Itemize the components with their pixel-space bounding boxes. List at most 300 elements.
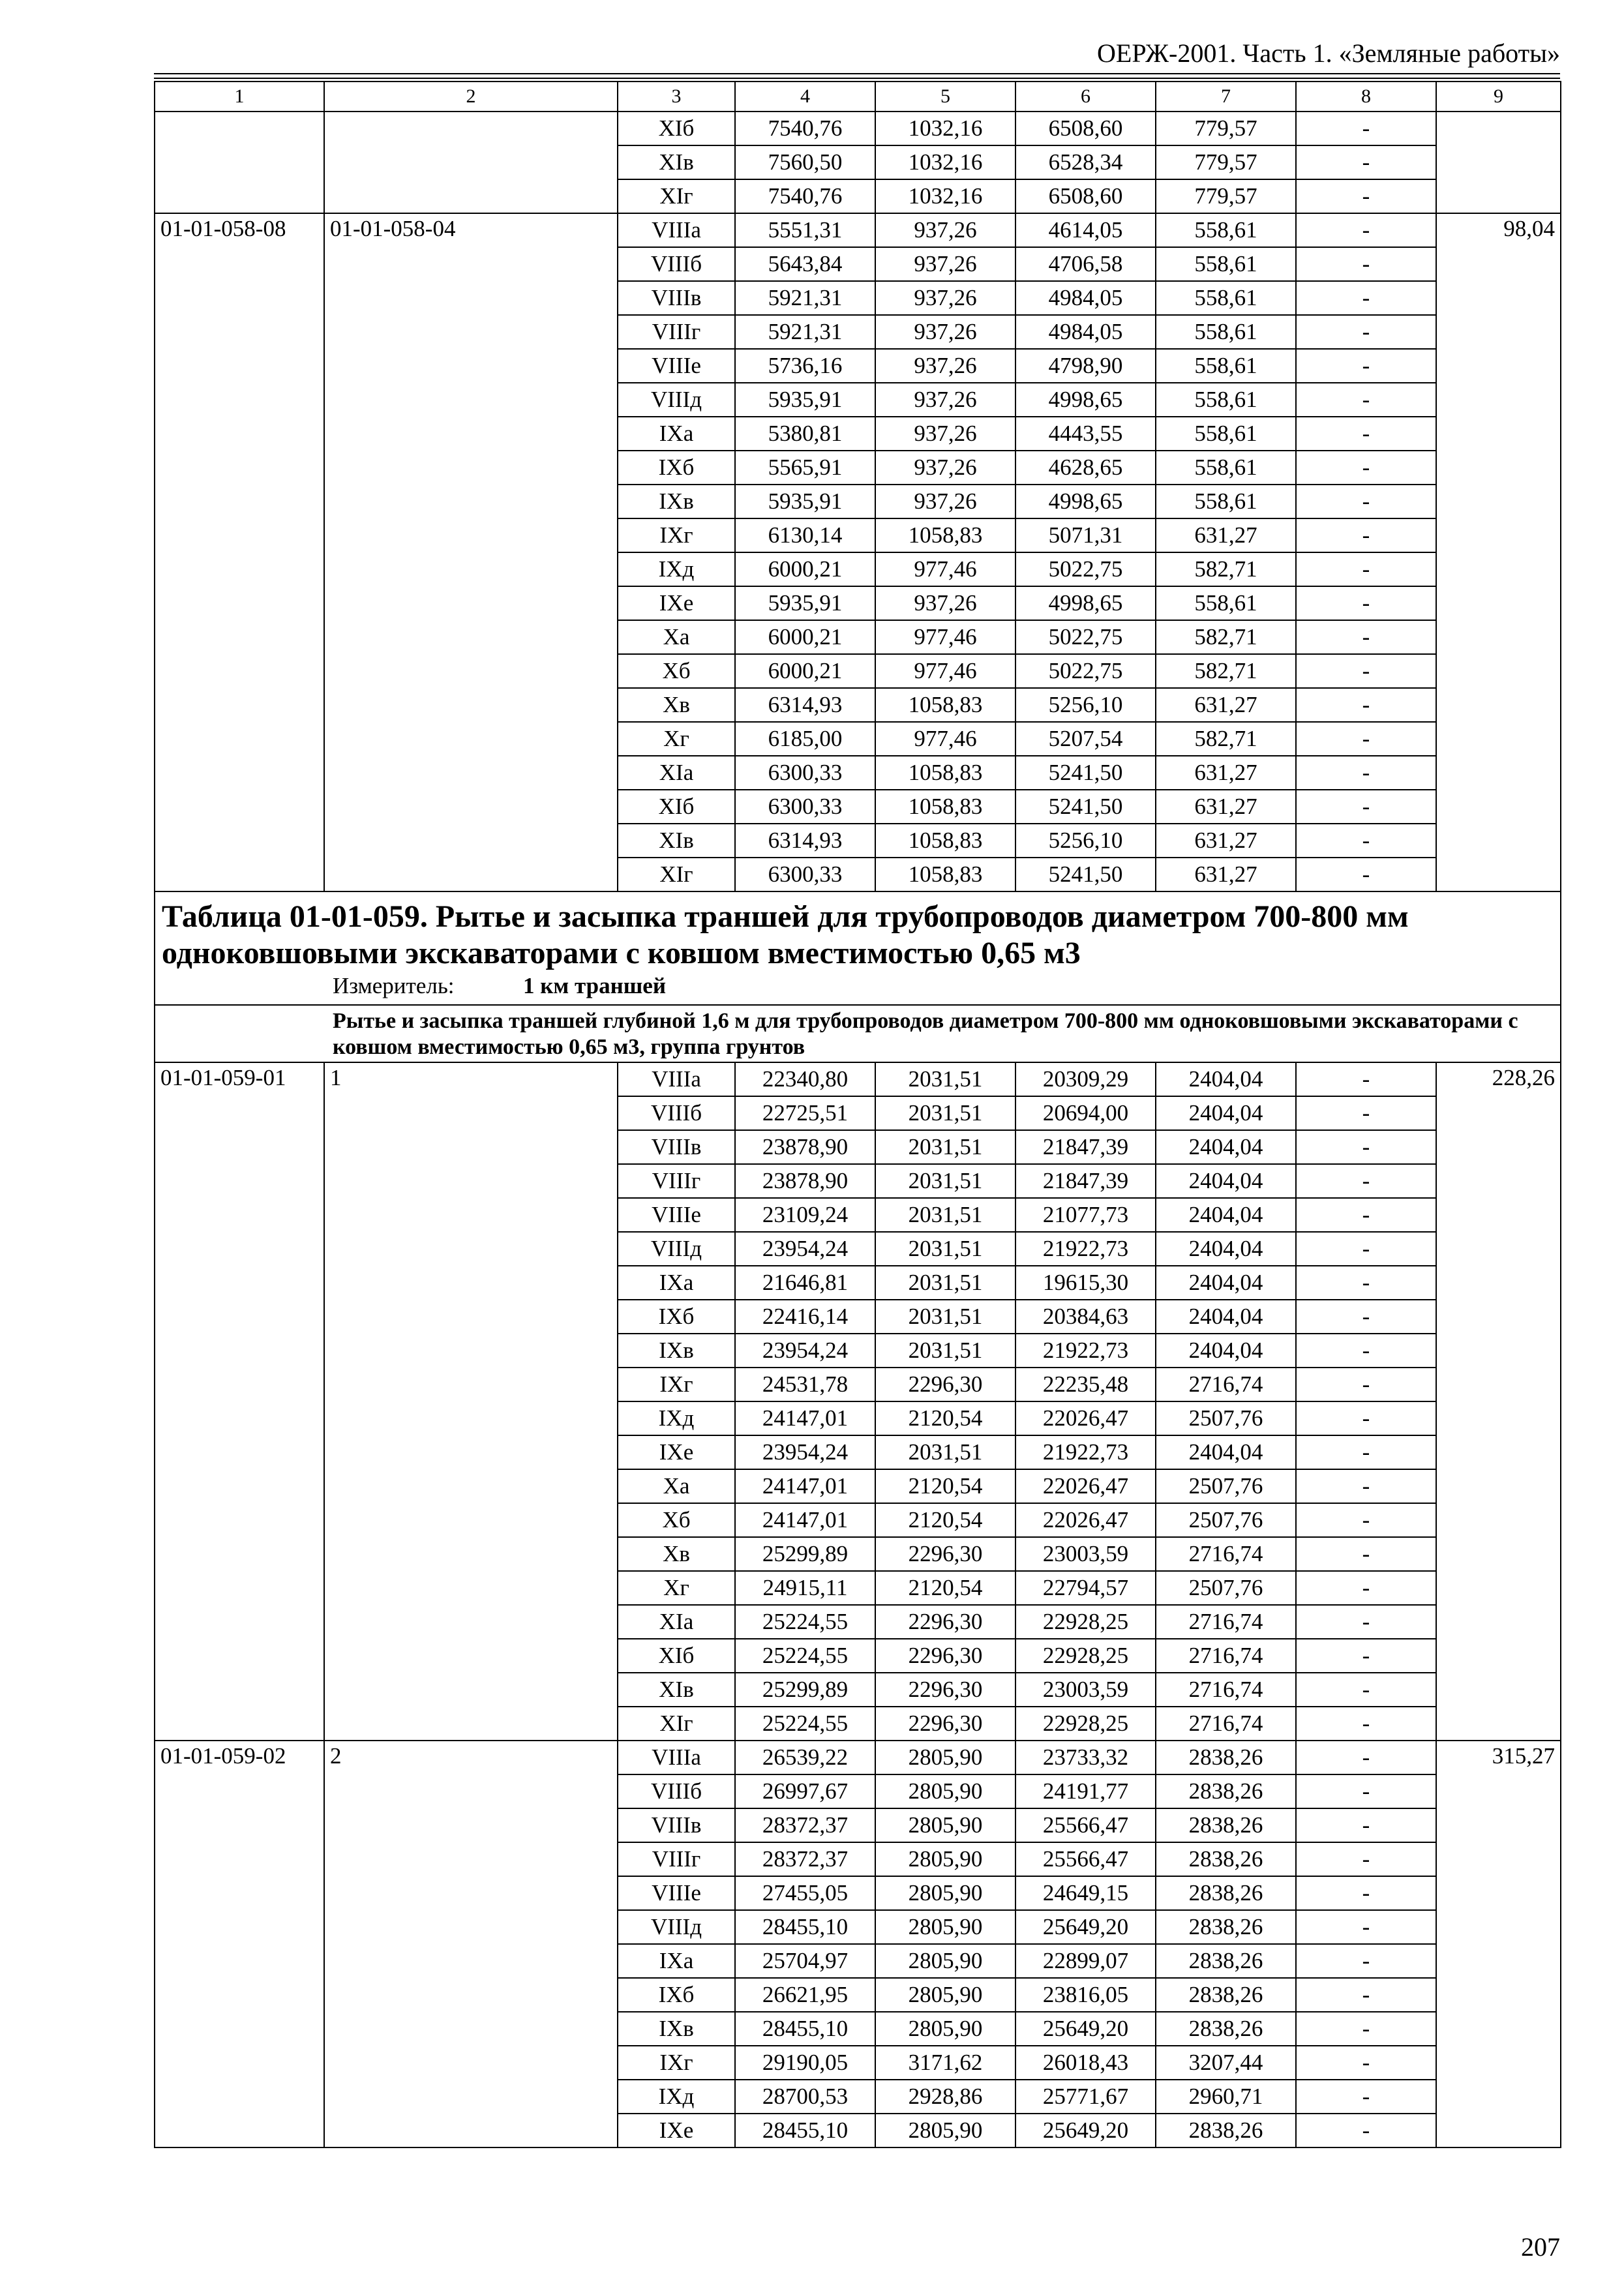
materials-cost: - (1296, 213, 1436, 247)
labor-cost: 1058,83 (875, 790, 1015, 824)
direct-cost: 23954,24 (735, 1232, 875, 1266)
machine-cost: 21922,73 (1015, 1334, 1156, 1368)
direct-cost: 7540,76 (735, 179, 875, 213)
materials-cost: - (1296, 790, 1436, 824)
soil-group: IXа (618, 417, 735, 451)
machine-cost: 25566,47 (1015, 1842, 1156, 1876)
machine-cost: 6528,34 (1015, 145, 1156, 179)
soil-group: XIб (618, 1639, 735, 1673)
direct-cost: 21646,81 (735, 1266, 875, 1300)
materials-cost: - (1296, 1571, 1436, 1605)
unit-value: 1 км траншей (523, 973, 667, 998)
materials-cost: - (1296, 1164, 1436, 1198)
machine-cost: 23003,59 (1015, 1537, 1156, 1571)
soil-group: VIIIа (618, 213, 735, 247)
driver-wages: 2838,26 (1156, 1842, 1296, 1876)
soil-group: IXб (618, 451, 735, 485)
soil-group: IXе (618, 1435, 735, 1469)
materials-cost: - (1296, 1774, 1436, 1808)
table-subtitle-row (155, 1005, 1561, 1062)
driver-wages: 558,61 (1156, 417, 1296, 451)
driver-wages: 582,71 (1156, 620, 1296, 654)
machine-cost: 22026,47 (1015, 1503, 1156, 1537)
materials-cost: - (1296, 1435, 1436, 1469)
materials-cost: - (1296, 1503, 1436, 1537)
direct-cost: 27455,05 (735, 1876, 875, 1910)
machine-cost: 25649,20 (1015, 1910, 1156, 1944)
driver-wages: 2507,76 (1156, 1503, 1296, 1537)
labor-cost: 2805,90 (875, 1808, 1015, 1842)
driver-wages: 558,61 (1156, 247, 1296, 281)
labor-cost: 2031,51 (875, 1435, 1015, 1469)
driver-wages: 2507,76 (1156, 1469, 1296, 1503)
direct-cost: 23878,90 (735, 1130, 875, 1164)
materials-cost: - (1296, 620, 1436, 654)
running-header: ОЕРЖ-2001. Часть 1. «Земляные работы» (1097, 38, 1560, 68)
materials-cost: - (1296, 1300, 1436, 1334)
column-number: 1 (155, 82, 324, 112)
soil-group: IXг (618, 1368, 735, 1401)
direct-cost: 6000,21 (735, 552, 875, 586)
machine-cost: 20309,29 (1015, 1062, 1156, 1096)
rate-code: 01-01-058-08 (155, 213, 324, 891)
direct-cost: 26621,95 (735, 1978, 875, 2012)
labor-cost: 1058,83 (875, 518, 1015, 552)
machine-cost: 26018,43 (1015, 2046, 1156, 2080)
machine-cost: 22026,47 (1015, 1401, 1156, 1435)
driver-wages: 2404,04 (1156, 1300, 1296, 1334)
materials-cost: - (1296, 451, 1436, 485)
direct-cost: 24147,01 (735, 1503, 875, 1537)
materials-cost: - (1296, 1707, 1436, 1741)
materials-cost: - (1296, 2114, 1436, 2147)
soil-group: Xг (618, 722, 735, 756)
driver-wages: 631,27 (1156, 756, 1296, 790)
machine-cost: 21922,73 (1015, 1435, 1156, 1469)
table-row (155, 1062, 1561, 1096)
direct-cost: 26539,22 (735, 1741, 875, 1774)
driver-wages: 2507,76 (1156, 1401, 1296, 1435)
driver-wages: 2838,26 (1156, 1876, 1296, 1910)
machine-cost: 6508,60 (1015, 112, 1156, 145)
materials-cost: - (1296, 315, 1436, 349)
direct-cost: 5736,16 (735, 349, 875, 383)
machine-cost: 4706,58 (1015, 247, 1156, 281)
driver-wages: 2404,04 (1156, 1164, 1296, 1198)
driver-wages: 558,61 (1156, 586, 1296, 620)
driver-wages: 2716,74 (1156, 1605, 1296, 1639)
labor-cost: 977,46 (875, 620, 1015, 654)
direct-cost: 6185,00 (735, 722, 875, 756)
soil-group: IXе (618, 586, 735, 620)
machine-cost: 4614,05 (1015, 213, 1156, 247)
materials-cost: - (1296, 1944, 1436, 1978)
machine-cost: 21847,39 (1015, 1130, 1156, 1164)
labor-cost: 2805,90 (875, 1978, 1015, 2012)
direct-cost: 6000,21 (735, 620, 875, 654)
soil-group: Xб (618, 1503, 735, 1537)
machine-cost: 4998,65 (1015, 383, 1156, 417)
machine-cost: 21847,39 (1015, 1164, 1156, 1198)
soil-group: XIв (618, 1673, 735, 1707)
direct-cost: 23954,24 (735, 1334, 875, 1368)
labor-cost: 2805,90 (875, 2114, 1015, 2147)
direct-cost: 25224,55 (735, 1605, 875, 1639)
soil-group: Xв (618, 1537, 735, 1571)
labor-cost: 937,26 (875, 281, 1015, 315)
column-number: 2 (324, 82, 618, 112)
labor-cost: 2805,90 (875, 2012, 1015, 2046)
materials-cost: - (1296, 1537, 1436, 1571)
labor-cost: 2120,54 (875, 1469, 1015, 1503)
materials-cost: - (1296, 383, 1436, 417)
soil-group: IXв (618, 1334, 735, 1368)
driver-wages: 2404,04 (1156, 1266, 1296, 1300)
direct-cost: 24147,01 (735, 1401, 875, 1435)
driver-wages: 558,61 (1156, 349, 1296, 383)
labor-cost: 937,26 (875, 485, 1015, 518)
labor-cost: 2031,51 (875, 1062, 1015, 1096)
labor-cost: 2296,30 (875, 1605, 1015, 1639)
labor-cost: 1032,16 (875, 145, 1015, 179)
driver-wages: 582,71 (1156, 654, 1296, 688)
driver-wages: 2838,26 (1156, 2012, 1296, 2046)
header-rule-secondary (154, 78, 1560, 79)
soil-group: VIIIб (618, 1774, 735, 1808)
direct-cost: 25224,55 (735, 1639, 875, 1673)
soil-group: IXе (618, 2114, 735, 2147)
driver-wages: 631,27 (1156, 518, 1296, 552)
labor-cost: 2805,90 (875, 1876, 1015, 1910)
materials-cost: - (1296, 1198, 1436, 1232)
materials-cost: - (1296, 1978, 1436, 2012)
column-number: 5 (875, 82, 1015, 112)
labor-cost: 2805,90 (875, 1842, 1015, 1876)
soil-group: IXд (618, 2080, 735, 2114)
materials-cost: - (1296, 586, 1436, 620)
soil-group: Xв (618, 688, 735, 722)
labor-cost: 2805,90 (875, 1944, 1015, 1978)
machine-cost: 20384,63 (1015, 1300, 1156, 1334)
direct-cost: 5565,91 (735, 451, 875, 485)
column-number: 6 (1015, 82, 1156, 112)
machine-cost: 22928,25 (1015, 1605, 1156, 1639)
materials-cost: - (1296, 349, 1436, 383)
labor-cost: 2296,30 (875, 1673, 1015, 1707)
soil-group: Xг (618, 1571, 735, 1605)
direct-cost: 25299,89 (735, 1537, 875, 1571)
driver-wages: 2838,26 (1156, 1808, 1296, 1842)
labor-cost: 937,26 (875, 451, 1015, 485)
materials-cost: - (1296, 688, 1436, 722)
soil-group: Xа (618, 620, 735, 654)
soil-group: IXв (618, 2012, 735, 2046)
materials-cost: - (1296, 112, 1436, 145)
driver-wages: 582,71 (1156, 552, 1296, 586)
soil-group: IXб (618, 1300, 735, 1334)
driver-wages: 2507,76 (1156, 1571, 1296, 1605)
driver-wages: 2404,04 (1156, 1062, 1296, 1096)
machine-cost: 5241,50 (1015, 790, 1156, 824)
soil-group: IXа (618, 1266, 735, 1300)
soil-group: Xб (618, 654, 735, 688)
soil-group: VIIIа (618, 1062, 735, 1096)
table-row (155, 213, 1561, 247)
direct-cost: 23109,24 (735, 1198, 875, 1232)
driver-wages: 558,61 (1156, 213, 1296, 247)
driver-wages: 558,61 (1156, 451, 1296, 485)
driver-wages: 2960,71 (1156, 2080, 1296, 2114)
soil-group: VIIIа (618, 1741, 735, 1774)
labor-hours: 98,04 (1436, 213, 1561, 891)
labor-hours: 228,26 (1436, 1062, 1561, 1741)
labor-cost: 2120,54 (875, 1503, 1015, 1537)
materials-cost: - (1296, 247, 1436, 281)
soil-group: VIIIд (618, 1910, 735, 1944)
labor-cost: 2120,54 (875, 1571, 1015, 1605)
labor-cost: 2805,90 (875, 1741, 1015, 1774)
materials-cost: - (1296, 1639, 1436, 1673)
direct-cost: 28372,37 (735, 1842, 875, 1876)
table-subtitle-cell (155, 1005, 1561, 1062)
direct-cost: 23878,90 (735, 1164, 875, 1198)
driver-wages: 779,57 (1156, 179, 1296, 213)
driver-wages: 2716,74 (1156, 1368, 1296, 1401)
materials-cost: - (1296, 654, 1436, 688)
machine-cost: 25649,20 (1015, 2012, 1156, 2046)
soil-group: IXв (618, 485, 735, 518)
direct-cost: 5551,31 (735, 213, 875, 247)
driver-wages: 2404,04 (1156, 1130, 1296, 1164)
soil-group: XIб (618, 112, 735, 145)
table-row (155, 1741, 1561, 1774)
direct-cost: 5643,84 (735, 247, 875, 281)
machine-cost: 5241,50 (1015, 756, 1156, 790)
labor-cost: 2805,90 (875, 1910, 1015, 1944)
machine-cost: 25771,67 (1015, 2080, 1156, 2114)
soil-group: IXд (618, 552, 735, 586)
materials-cost: - (1296, 1605, 1436, 1639)
soil-group: VIIIе (618, 349, 735, 383)
machine-cost: 4998,65 (1015, 586, 1156, 620)
driver-wages: 2838,26 (1156, 1944, 1296, 1978)
direct-cost: 25704,97 (735, 1944, 875, 1978)
direct-cost: 22340,80 (735, 1062, 875, 1096)
direct-cost: 6300,33 (735, 756, 875, 790)
column-number: 8 (1296, 82, 1436, 112)
materials-cost: - (1296, 2012, 1436, 2046)
materials-cost: - (1296, 1876, 1436, 1910)
machine-cost: 4998,65 (1015, 485, 1156, 518)
soil-group: IXа (618, 1944, 735, 1978)
rate-reference (324, 112, 618, 213)
driver-wages: 2838,26 (1156, 2114, 1296, 2147)
materials-cost: - (1296, 145, 1436, 179)
labor-cost: 937,26 (875, 247, 1015, 281)
machine-cost: 4984,05 (1015, 315, 1156, 349)
labor-cost: 2031,51 (875, 1164, 1015, 1198)
machine-cost: 4798,90 (1015, 349, 1156, 383)
soil-group: VIIIв (618, 1808, 735, 1842)
direct-cost: 5921,31 (735, 281, 875, 315)
machine-cost: 5071,31 (1015, 518, 1156, 552)
labor-cost: 2031,51 (875, 1334, 1015, 1368)
direct-cost: 22725,51 (735, 1096, 875, 1130)
materials-cost: - (1296, 417, 1436, 451)
materials-cost: - (1296, 1910, 1436, 1944)
materials-cost: - (1296, 1334, 1436, 1368)
table-subtitle: Рытье и засыпка траншей глубиной 1,6 м для трубопроводов диаметром 700-800 мм одноковшовыми экскаваторами с ковшом вместимостью 0,65 м3, группа грунтов (333, 1009, 1518, 1059)
machine-cost: 5241,50 (1015, 858, 1156, 891)
driver-wages: 582,71 (1156, 722, 1296, 756)
direct-cost: 28700,53 (735, 2080, 875, 2114)
driver-wages: 558,61 (1156, 485, 1296, 518)
labor-cost: 1058,83 (875, 688, 1015, 722)
materials-cost: - (1296, 179, 1436, 213)
driver-wages: 2404,04 (1156, 1334, 1296, 1368)
labor-cost: 937,26 (875, 349, 1015, 383)
labor-cost: 2296,30 (875, 1707, 1015, 1741)
materials-cost: - (1296, 1368, 1436, 1401)
soil-group: XIв (618, 145, 735, 179)
labor-cost: 937,26 (875, 383, 1015, 417)
labor-cost: 2031,51 (875, 1096, 1015, 1130)
direct-cost: 28372,37 (735, 1808, 875, 1842)
rate-reference: 2 (324, 1741, 618, 2147)
labor-cost: 2120,54 (875, 1401, 1015, 1435)
labor-cost: 1032,16 (875, 112, 1015, 145)
table-title-row (155, 891, 1561, 1005)
machine-cost: 24191,77 (1015, 1774, 1156, 1808)
soil-group: XIг (618, 1707, 735, 1741)
materials-cost: - (1296, 1808, 1436, 1842)
materials-cost: - (1296, 2046, 1436, 2080)
labor-cost: 1058,83 (875, 858, 1015, 891)
direct-cost: 6314,93 (735, 688, 875, 722)
machine-cost: 21922,73 (1015, 1232, 1156, 1266)
rate-code: 01-01-059-01 (155, 1062, 324, 1741)
direct-cost: 28455,10 (735, 1910, 875, 1944)
direct-cost: 26997,67 (735, 1774, 875, 1808)
labor-cost: 977,46 (875, 654, 1015, 688)
rates-table-body (155, 82, 1561, 2147)
materials-cost: - (1296, 485, 1436, 518)
machine-cost: 5022,75 (1015, 654, 1156, 688)
column-number: 3 (618, 82, 735, 112)
direct-cost: 5935,91 (735, 485, 875, 518)
machine-cost: 4628,65 (1015, 451, 1156, 485)
soil-group: XIг (618, 858, 735, 891)
machine-cost: 5022,75 (1015, 620, 1156, 654)
machine-cost: 6508,60 (1015, 179, 1156, 213)
labor-cost: 977,46 (875, 552, 1015, 586)
direct-cost: 7560,50 (735, 145, 875, 179)
soil-group: XIг (618, 179, 735, 213)
machine-cost: 22899,07 (1015, 1944, 1156, 1978)
machine-cost: 5256,10 (1015, 824, 1156, 858)
driver-wages: 779,57 (1156, 112, 1296, 145)
materials-cost: - (1296, 1096, 1436, 1130)
materials-cost: - (1296, 552, 1436, 586)
driver-wages: 631,27 (1156, 688, 1296, 722)
soil-group: VIIIв (618, 281, 735, 315)
table-row (155, 112, 1561, 145)
column-number-row (155, 82, 1561, 112)
labor-cost: 2031,51 (875, 1198, 1015, 1232)
soil-group: VIIIб (618, 1096, 735, 1130)
soil-group: IXг (618, 518, 735, 552)
column-number: 4 (735, 82, 875, 112)
soil-group: Xа (618, 1469, 735, 1503)
machine-cost: 22235,48 (1015, 1368, 1156, 1401)
machine-cost: 25649,20 (1015, 2114, 1156, 2147)
labor-cost: 1032,16 (875, 179, 1015, 213)
direct-cost: 6000,21 (735, 654, 875, 688)
machine-cost: 4443,55 (1015, 417, 1156, 451)
unit-label: Измеритель: (333, 973, 455, 998)
direct-cost: 28455,10 (735, 2114, 875, 2147)
direct-cost: 25299,89 (735, 1673, 875, 1707)
rates-table (154, 81, 1561, 2148)
direct-cost: 6300,33 (735, 858, 875, 891)
direct-cost: 6130,14 (735, 518, 875, 552)
soil-group: IXд (618, 1401, 735, 1435)
direct-cost: 29190,05 (735, 2046, 875, 2080)
direct-cost: 23954,24 (735, 1435, 875, 1469)
machine-cost: 23733,32 (1015, 1741, 1156, 1774)
driver-wages: 558,61 (1156, 281, 1296, 315)
unit-line (162, 972, 1554, 1000)
soil-group: VIIIд (618, 1232, 735, 1266)
labor-cost: 937,26 (875, 213, 1015, 247)
soil-group: XIв (618, 824, 735, 858)
labor-cost: 2296,30 (875, 1639, 1015, 1673)
labor-hours: 315,27 (1436, 1741, 1561, 2147)
machine-cost: 5207,54 (1015, 722, 1156, 756)
machine-cost: 21077,73 (1015, 1198, 1156, 1232)
materials-cost: - (1296, 824, 1436, 858)
soil-group: VIIIд (618, 383, 735, 417)
direct-cost: 24915,11 (735, 1571, 875, 1605)
machine-cost: 5022,75 (1015, 552, 1156, 586)
column-number: 7 (1156, 82, 1296, 112)
driver-wages: 558,61 (1156, 383, 1296, 417)
page-number: 207 (1521, 2232, 1560, 2262)
materials-cost: - (1296, 2080, 1436, 2114)
rate-code: 01-01-059-02 (155, 1741, 324, 2147)
labor-cost: 2805,90 (875, 1774, 1015, 1808)
rate-code (155, 112, 324, 213)
soil-group: IXб (618, 1978, 735, 2012)
direct-cost: 7540,76 (735, 112, 875, 145)
materials-cost: - (1296, 1842, 1436, 1876)
materials-cost: - (1296, 858, 1436, 891)
driver-wages: 2404,04 (1156, 1435, 1296, 1469)
materials-cost: - (1296, 1741, 1436, 1774)
machine-cost: 23003,59 (1015, 1673, 1156, 1707)
machine-cost: 4984,05 (1015, 281, 1156, 315)
table-title-cell (155, 891, 1561, 1005)
soil-group: VIIIв (618, 1130, 735, 1164)
labor-cost: 2296,30 (875, 1368, 1015, 1401)
machine-cost: 22928,25 (1015, 1639, 1156, 1673)
machine-cost: 20694,00 (1015, 1096, 1156, 1130)
driver-wages: 631,27 (1156, 790, 1296, 824)
materials-cost: - (1296, 722, 1436, 756)
direct-cost: 25224,55 (735, 1707, 875, 1741)
labor-cost: 937,26 (875, 315, 1015, 349)
direct-cost: 24147,01 (735, 1469, 875, 1503)
